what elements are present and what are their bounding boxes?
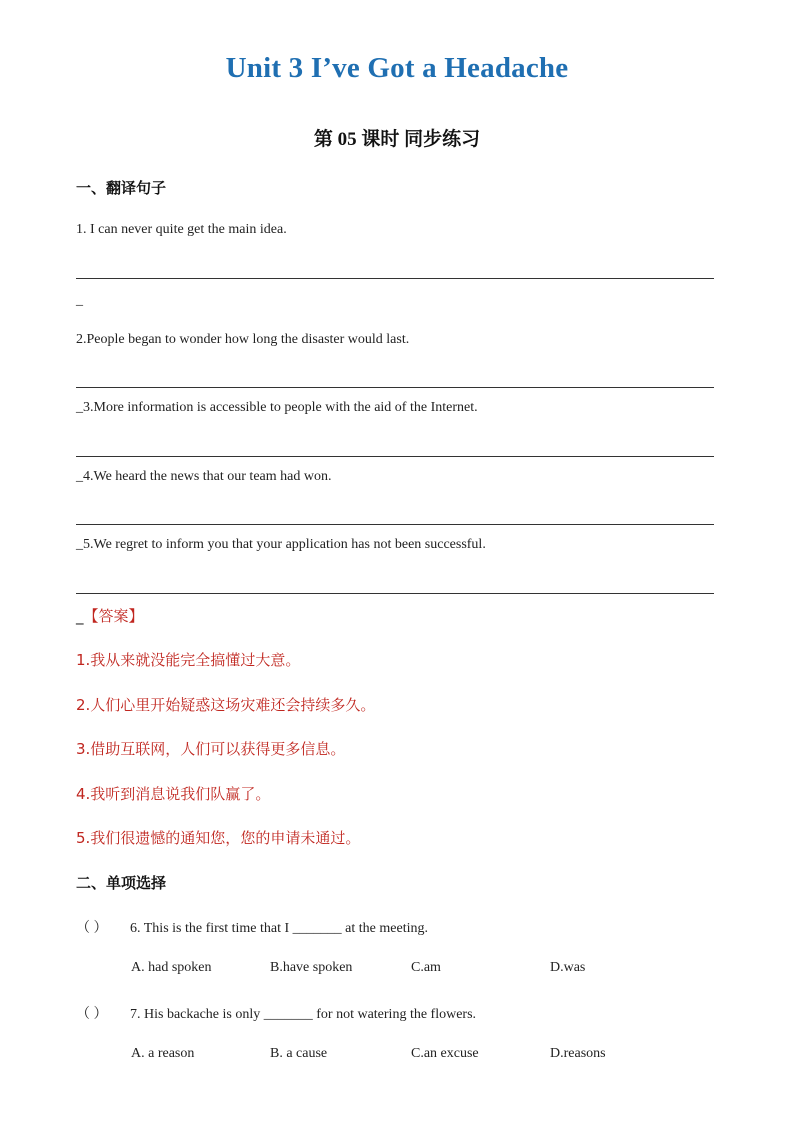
translation-item-text: 5.We regret to inform you that your application has not been successful. xyxy=(83,537,486,552)
translation-item-text: 1. I can never quite get the main idea. xyxy=(76,222,287,237)
translation-item-1 xyxy=(76,222,287,238)
translation-item-text: 4.We heard the news that our team had won. xyxy=(83,469,332,484)
answer-line-text-3: 3.借助互联网，人们可以获得更多信息。 xyxy=(76,740,346,758)
answer-line-3[interactable] xyxy=(76,456,714,457)
answer-line-text-1: 1.我从来就没能完全搞懂过大意。 xyxy=(76,651,301,669)
answer-line-text-5: 5.我们很遗憾的通知您，您的申请未通过。 xyxy=(76,829,361,847)
option-b[interactable]: B.have spoken xyxy=(270,960,353,975)
answer-line-text-2: 2.人们心里开始疑惑这场灾难还会持续多久。 xyxy=(76,696,376,714)
choice-question-text: 6. This is the first time that I _______ at the meeting. xyxy=(130,921,428,936)
translation-item-2 xyxy=(76,332,409,348)
lesson-subtitle: 第 05 课时 同步练习 xyxy=(313,129,481,150)
translation-item-4 xyxy=(76,469,331,485)
choice-question-6 xyxy=(76,917,428,937)
item-prefix: _ xyxy=(76,400,83,415)
answer-line-2[interactable] xyxy=(76,387,714,388)
answer-blank[interactable]: （ ） xyxy=(76,921,108,936)
trailing-underscore: _ xyxy=(76,293,83,308)
answer-heading xyxy=(76,605,144,626)
option-d[interactable]: D.reasons xyxy=(550,1046,606,1061)
answer-line-1[interactable] xyxy=(76,278,714,279)
item-prefix: _ xyxy=(76,469,83,484)
option-c[interactable]: C.an excuse xyxy=(411,1046,479,1061)
answer-blank[interactable]: （ ） xyxy=(76,1007,108,1022)
section-heading-choice: 二、单项选择 xyxy=(76,874,167,892)
answer-heading-label: 【答案】 xyxy=(83,607,144,625)
option-c[interactable]: C.am xyxy=(411,960,441,975)
option-b[interactable]: B. a cause xyxy=(270,1046,328,1061)
answer-line-5[interactable] xyxy=(76,593,714,594)
translation-item-text: 3.More information is accessible to people with the aid of the Internet. xyxy=(83,400,478,415)
choice-question-7 xyxy=(76,1003,476,1023)
section-heading-translation: 一、翻译句子 xyxy=(76,179,167,197)
option-a[interactable]: A. a reason xyxy=(131,1046,195,1061)
option-a[interactable]: A. had spoken xyxy=(131,960,212,975)
answer-line-text-4: 4.我听到消息说我们队赢了。 xyxy=(76,785,271,803)
answer-line-4[interactable] xyxy=(76,524,714,525)
translation-item-5 xyxy=(76,537,486,553)
document-title: Unit 3 I’ve Got a Headache xyxy=(225,52,569,84)
translation-item-3 xyxy=(76,400,478,416)
option-d[interactable]: D.was xyxy=(550,960,586,975)
answer-prefix: _ xyxy=(76,607,84,625)
item-prefix: _ xyxy=(76,537,83,552)
choice-question-text: 7. His backache is only _______ for not watering the flowers. xyxy=(130,1007,477,1022)
translation-item-text: 2.People began to wonder how long the disaster would last. xyxy=(76,332,410,347)
